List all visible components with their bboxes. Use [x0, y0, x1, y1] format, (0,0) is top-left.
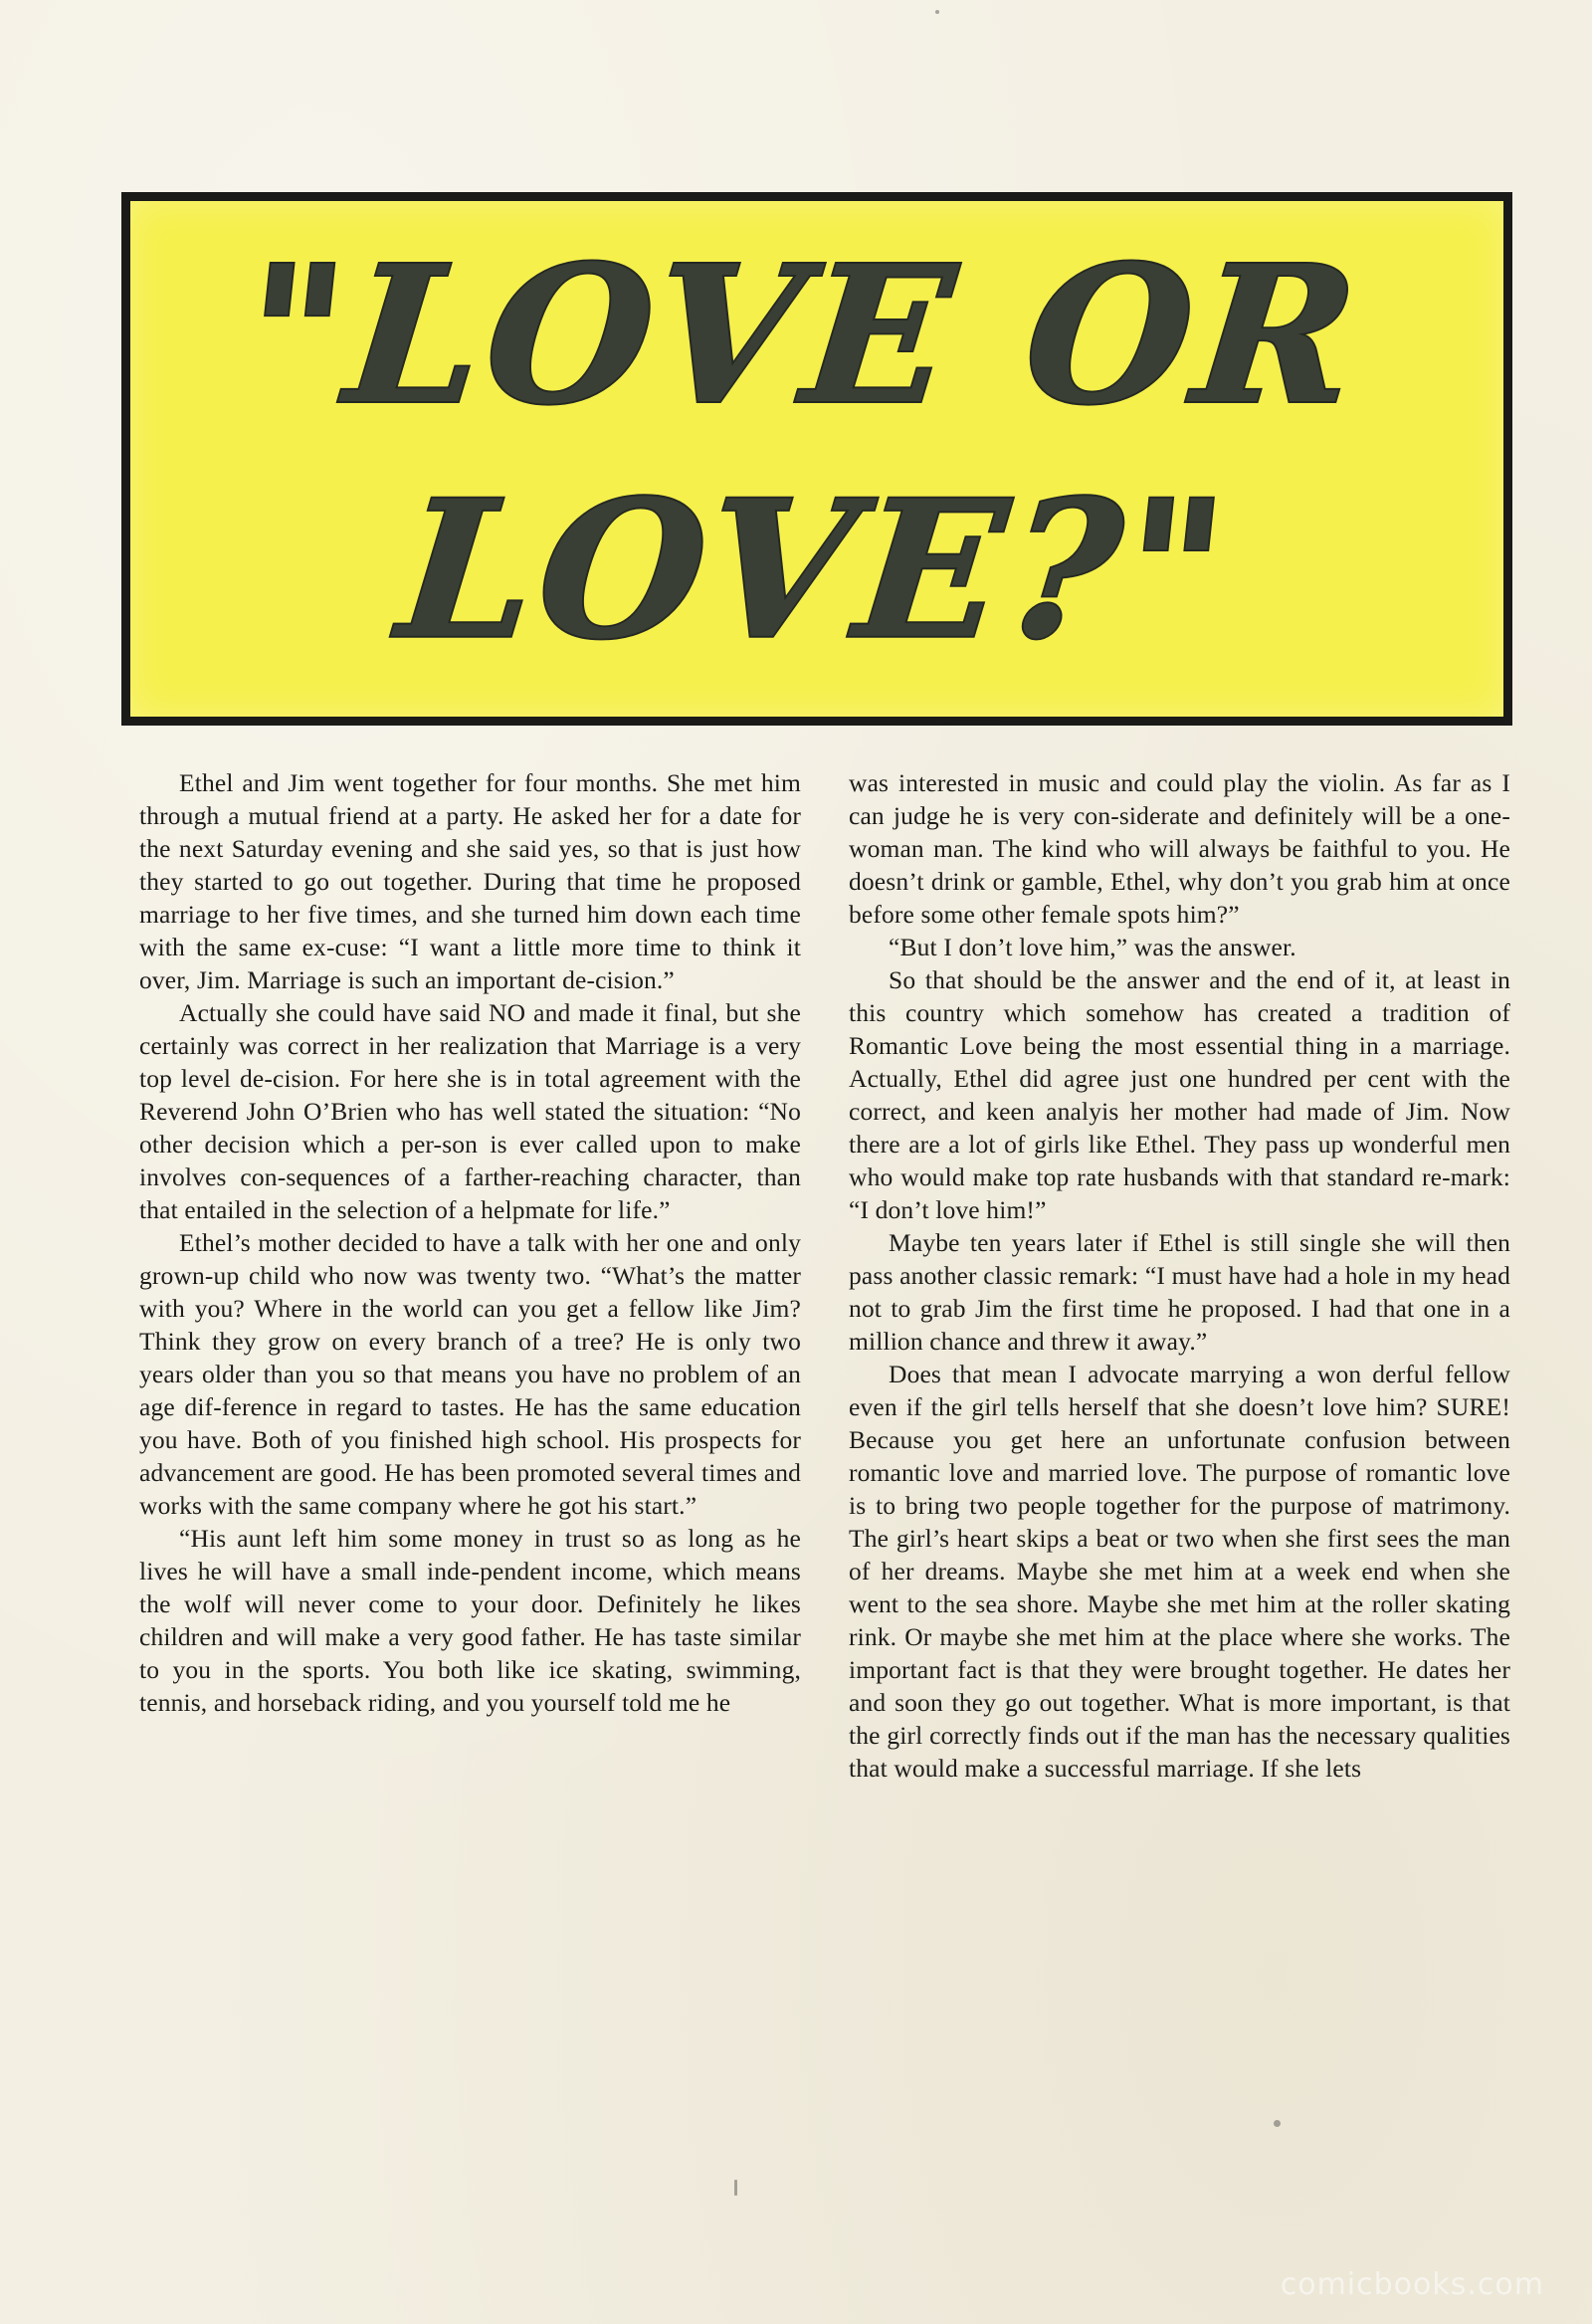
paragraph: Actually she could have said NO and made it final, but she certainly was correct in her realization that Marriage is a very top level de-cision. For here she is in total agreement with the Reverend John O’Brien who has well stated the situation: “No other decision which a per-son is ever called upon to make involves con-sequences of a farther-reaching character, than that entailed in the selection of a helpmate for life.”: [139, 998, 801, 1224]
print-speck: [935, 10, 939, 14]
print-speck: [734, 2180, 737, 2196]
paragraph: Ethel and Jim went together for four months. She met him through a mutual friend at a party. He asked her for a date for the next Saturday evening and she said yes, so that is just how they started to go out together. During that time he proposed marriage to her five times, and she turned him down each time with the same ex-cuse: “I want a little more time to think it over, Jim. Marriage is such an important de-cision.”: [139, 768, 801, 994]
left-column: [139, 766, 801, 1785]
paragraph: was interested in music and could play the violin. As far as I can judge he is very con-siderate and definitely will be a one-woman man. The kind who will always be faithful to you. He doesn’t drink or gamble, Ethel, why don’t you grab him at once before some other female spots him?”: [849, 768, 1510, 929]
paragraph: Maybe ten years later if Ethel is still single she will then pass another classic remark: “I must have had a hole in my head not to grab Jim the first time he proposed. I had that one in a million chance and threw it away.”: [849, 1228, 1510, 1356]
title-line-1: "LOVE OR: [234, 224, 1372, 446]
paragraph: “His aunt left him some money in trust so as long as he lives he will have a small inde-pendent income, which means the wolf will never come to your door. Definitely he likes children and will make a very good father. He has taste similar to you in the sports. You both like ice skating, swimming, tennis, and horseback riding, and you yourself told me he: [139, 1524, 801, 1717]
article-body: [139, 766, 1510, 1785]
paragraph: Ethel’s mother decided to have a talk with her one and only grown-up child who now was twenty two. “What’s the matter with you? Where in the world can you get a fellow like Jim? Think they grow on every branch of a tree? He is only two years older than you so that means you have no problem of an age dif-ference in regard to tastes. He has the same education you have. Both of you finished high school. His prospects for advancement are good. He has been promoted several times and works with the same company where he got his start.”: [139, 1228, 801, 1520]
print-speck: [1274, 2120, 1281, 2127]
title-lettering: [130, 201, 1503, 717]
title-line-2: LOVE?": [390, 459, 1241, 681]
right-column: [849, 766, 1510, 1785]
watermark: comicbooks.com: [1280, 2267, 1544, 2302]
paragraph: “But I don’t love him,” was the answer.: [889, 933, 1296, 961]
paragraph: So that should be the answer and the end of it, at least in this country which somehow has created a tradition of Romantic Love being the most essential thing in a marriage. Actually, Ethel did agree just one hundred per cent with the correct, and keen analyis her mother had made of Jim. Now there are a lot of girls like Ethel. They pass up wonderful men who would make top rate husbands with that standard re-mark: “I don’t love him!”: [849, 965, 1510, 1224]
title-panel: [121, 192, 1512, 726]
paragraph: Does that mean I advocate marrying a won derful fellow even if the girl tells herself that she doesn’t love him? SURE! Because you get here an unfortunate confusion between romantic love and married love. The purpose of romantic love is to bring two people together for the purpose of matrimony. The girl’s heart skips a beat or two when she first sees the man of her dreams. Maybe she met him at a week end when she went to the sea shore. Maybe she met him at the roller skating rink. Or maybe she met him at the place where she works. The important fact is that they were brought together. He dates her and soon they go out together. What is more important, is that the girl correctly finds out if the man has the necessary qualities that would make a successful marriage. If she lets: [849, 1360, 1510, 1783]
